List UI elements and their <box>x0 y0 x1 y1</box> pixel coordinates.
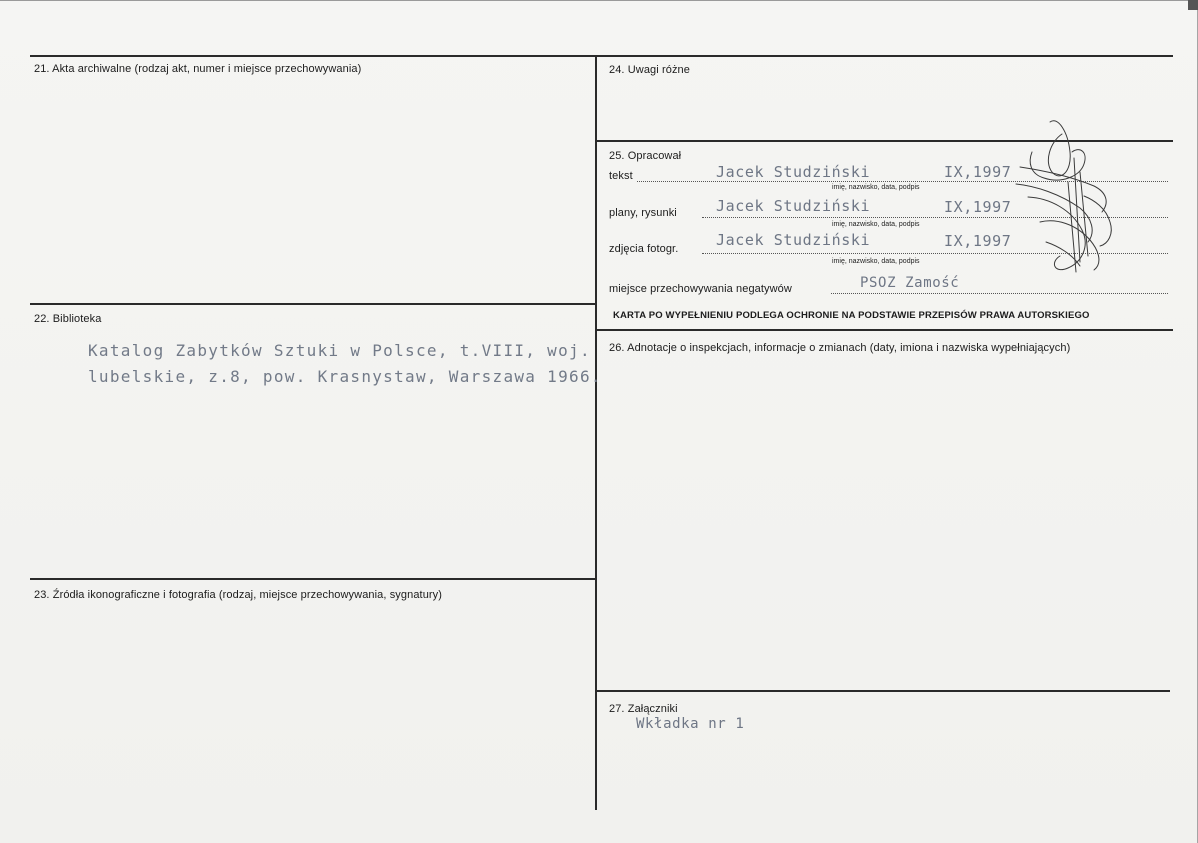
rule-25-26 <box>596 329 1173 331</box>
section-21-label: 21. Akta archiwalne (rodzaj akt, numer i miejsce przechowywania) <box>34 63 362 75</box>
section-25-label: 25. Opracował <box>609 150 682 162</box>
center-divider <box>595 55 597 810</box>
author-row-photos-caption: imię, nazwisko, data, podpis <box>832 258 920 265</box>
author-row-plans-date: IX,1997 <box>944 198 1012 216</box>
author-row-text-caption: imię, nazwisko, data, podpis <box>832 184 920 191</box>
author-row-text-label: tekst <box>609 170 633 182</box>
negatives-value: PSOZ Zamość <box>860 275 960 291</box>
top-rule <box>30 55 1173 57</box>
rule-22-23 <box>30 578 596 580</box>
author-row-plans-name: Jacek Studziński <box>716 197 871 215</box>
attachments-value: Wkładka nr 1 <box>636 716 745 732</box>
author-row-photos-date: IX,1997 <box>944 232 1012 250</box>
author-row-plans-caption: imię, nazwisko, data, podpis <box>832 221 920 228</box>
scan-edge-corner <box>1188 0 1198 10</box>
negatives-label: miejsce przechowywania negatywów <box>609 283 792 295</box>
author-row-photos-label: zdjęcia fotogr. <box>609 243 679 255</box>
author-row-text-name: Jacek Studziński <box>716 163 871 181</box>
section-23-label: 23. Źródła ikonograficzne i fotografia (rodzaj, miejsce przechowywania, sygnatury) <box>34 589 443 601</box>
section-27-label: 27. Załączniki <box>609 703 678 715</box>
negatives-line <box>831 293 1168 294</box>
rule-26-27 <box>596 690 1170 692</box>
author-row-plans-label: plany, rysunki <box>609 207 677 219</box>
section-24-label: 24. Uwagi różne <box>609 64 690 76</box>
library-entry-line-1: Katalog Zabytków Sztuki w Polsce, t.VIII, woj. <box>88 341 591 360</box>
section-22-label: 22. Biblioteka <box>34 313 102 325</box>
copyright-notice: KARTA PO WYPEŁNIENIU PODLEGA OCHRONIE NA PODSTAWIE PRZEPISÓW PRAWA AUTORSKIEGO <box>613 310 1090 321</box>
library-entry-line-2: lubelskie, z.8, pow. Krasnystaw, Warszawa 1966. <box>88 367 602 386</box>
author-row-photos-name: Jacek Studziński <box>716 231 871 249</box>
rule-21-22 <box>30 303 596 305</box>
handwritten-signature <box>1010 112 1125 282</box>
section-26-label: 26. Adnotacje o inspekcjach, informacje o zmianach (daty, imiona i nazwiska wypełniających) <box>609 342 1071 354</box>
author-row-text-date: IX,1997 <box>944 163 1012 181</box>
scan-edge-top <box>0 0 1198 1</box>
